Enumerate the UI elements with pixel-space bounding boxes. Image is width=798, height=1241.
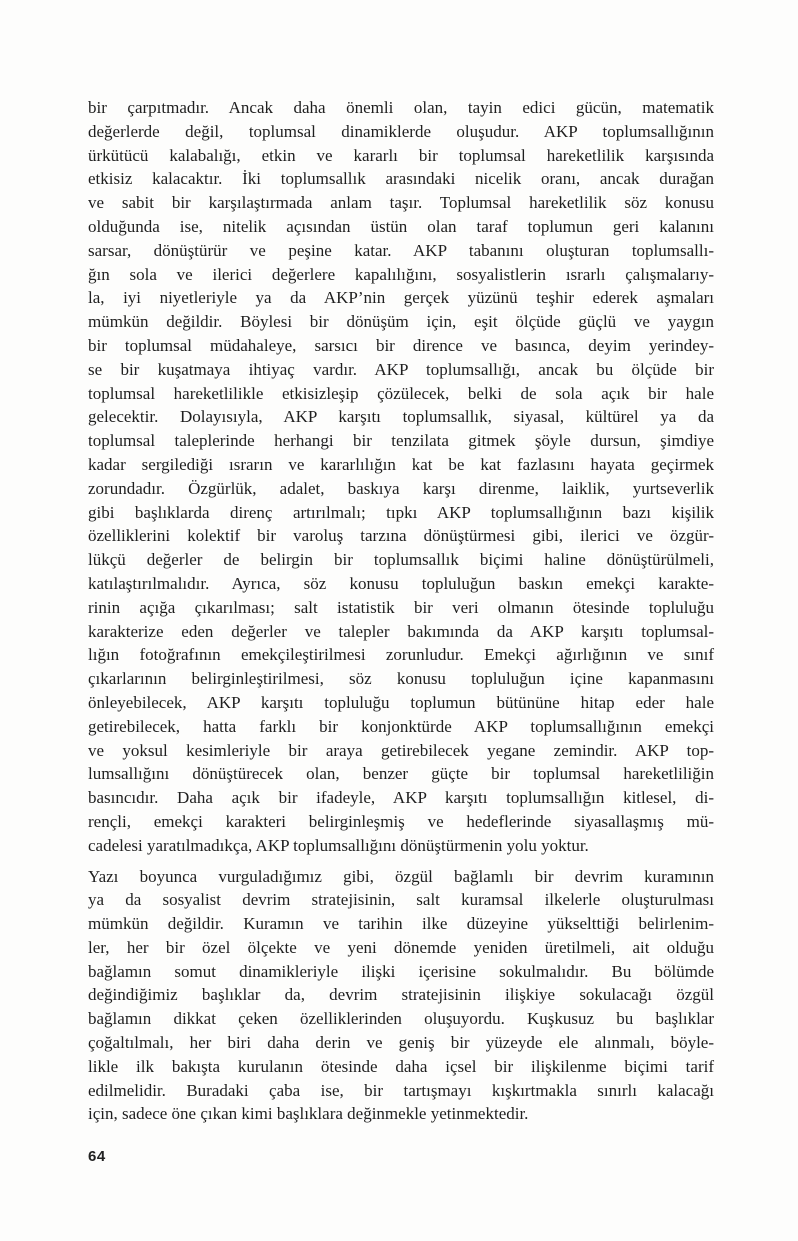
text-line: çoğaltılmalı, her biri daha derin ve geniş bir yüzeyde ele alınmalı, böyle- [88,1033,714,1053]
text-line: ve sabit bir karşılaştırmada anlam taşır. Toplumsal hareketlilik söz konusu [88,193,714,213]
paragraph [88,96,714,858]
text-line: önleyebilecek, AKP karşıtı topluluğu toplumun bütününe hitap eder hale [88,692,714,712]
text-line: toplumsal taleplerinde herhangi bir tenzilata gitmek şöyle dursun, şimdiye [88,431,714,451]
text-line: likle ilk bakışta kurulanın ötesinde daha içsel bir ilişkilenme biçimi tarif [88,1056,714,1076]
text-line: mümkün değildir. Kuramın ve tarihin ilke düzeyine yükselttiği belirlenim- [88,914,714,934]
text-line: toplumsal hareketlilikle etkisizleşip çözülecek, belki de sola açık bir hale [88,383,714,403]
text-line: lumsallığını dönüştürecek olan, benzer güçte bir toplumsal hareketliliğin [88,764,714,784]
text-line: lığın fotoğrafının emekçileştirilmesi zorunludur. Emekçi ağırlığının ve sınıf [88,645,714,665]
text-line: karakterize eden değerler ve talepler bakımında da AKP karşıtı toplumsal- [88,621,714,641]
text-line: etkisiz kalacaktır. İki toplumsallık arasındaki nicelik oranı, ancak durağan [88,169,714,189]
text-line: çıkarlarının belirginleştirilmesi, söz konusu topluluğun içine kapanmasını [88,669,714,689]
text-line: lükçü değerler de belirgin bir toplumsallık biçimi haline dönüştürülmeli, [88,550,714,570]
text-line: değerlerde değil, toplumsal dinamiklerde oluşudur. AKP toplumsallığının [88,121,714,141]
text-line: bir çarpıtmadır. Ancak daha önemli olan, tayin edici gücün, matematik [88,98,714,117]
text-line: gibi başlıklarda direnç artırılmalı; tıpkı AKP toplumsallığının bazı kişilik [88,502,714,522]
text-line: cadelesi yaratılmadıkça, AKP toplumsallığını dönüştürmenin yolu yoktur. [88,835,589,855]
text-line: bağlamın somut dinamikleriyle ilişki içerisine sokulmalıdır. Bu bölümde [88,961,714,981]
text-line: basıncıdır. Daha açık bir ifadeyle, AKP karşıtı toplumsallığın kitlesel, di- [88,788,714,808]
text-line: la, iyi niyetleriyle ya da AKP’nin gerçek yüzünü teşhir ederek aşmaları [88,288,714,308]
text-line: ğın sola ve ilerici değerlere kapalılığını, sosyalistlerin ısrarlı çalışmalarıy- [88,264,714,284]
text-line: için, sadece öne çıkan kimi başlıklara değinmekle yetinmektedir. [88,1104,529,1124]
text-line: getirebilecek, hatta farklı bir konjonktürde AKP toplumsallığının emekçi [88,716,714,736]
text-line: ürkütücü kalabalığı, etkin ve kararlı bir toplumsal hareketlilik karşısında [88,145,714,165]
text-line: Yazı boyunca vurguladığımız gibi, özgül bağlamlı bir devrim kuramının [88,866,714,886]
text-line: rinin açığa çıkarılması; salt istatistik bir veri olmanın ötesinde topluluğu [88,597,714,617]
text-line: özelliklerini kolektif bir varoluş tarzına dönüştürmesi gibi, ilerici ve özgür- [88,526,714,546]
text-line: ler, her bir özel ölçekte ve yeni dönemde yeniden üretilmeli, ait olduğu [88,937,714,957]
text-block [88,96,714,1133]
text-line: bağlamın dikkat çeken özelliklerinden oluşuyordu. Kuşkusuz bu başlıklar [88,1009,714,1029]
paragraph [88,865,714,1127]
text-line: ya da sosyalist devrim stratejisinin, salt kuramsal ilkelerle oluşturulması [88,890,714,910]
text-line: olduğunda ise, nitelik açısından üstün olan taraf toplumun geri kalanını [88,216,714,236]
text-line: se bir kuşatmaya ihtiyaç vardır. AKP toplumsallığı, ancak bu ölçüde bir [88,359,714,379]
text-line: rençli, emekçi karakteri belirginleşmiş ve hedeflerinde siyasallaşmış mü- [88,811,714,831]
text-line: gelecektir. Dolayısıyla, AKP karşıtı toplumsallık, siyasal, kültürel ya da [88,407,714,427]
text-line: edilmelidir. Buradaki çaba ise, bir tartışmayı kışkırtmakla sınırlı kalacağı [88,1080,714,1100]
text-line: katılaştırılmalıdır. Ayrıca, söz konusu topluluğun baskın emekçi karakte- [88,573,714,593]
text-line: ve yoksul kesimleriyle bir araya getirebilecek yegane zemindir. AKP top- [88,740,714,760]
text-line: zorundadır. Özgürlük, adalet, baskıya karşı direnme, laiklik, yurtseverlik [88,478,714,498]
text-line: sarsar, dönüştürür ve peşine katar. AKP tabanını oluşturan toplumsallı- [88,240,714,260]
text-line: kadar sergilediği ısrarın ve kararlılığın kat be kat fazlasını hayata geçirmek [88,454,714,474]
text-line: değindiğimiz başlıklar da, devrim stratejisinin ilişkiye sokulacağı özgül [88,985,714,1005]
text-line: bir toplumsal müdahaleye, sarsıcı bir dirence ve basınca, deyim yerindey- [88,335,714,355]
page-number: 64 [88,1148,106,1165]
text-line: mümkün değildir. Böylesi bir dönüşüm için, eşit ölçüde güçlü ve yaygın [88,312,714,332]
